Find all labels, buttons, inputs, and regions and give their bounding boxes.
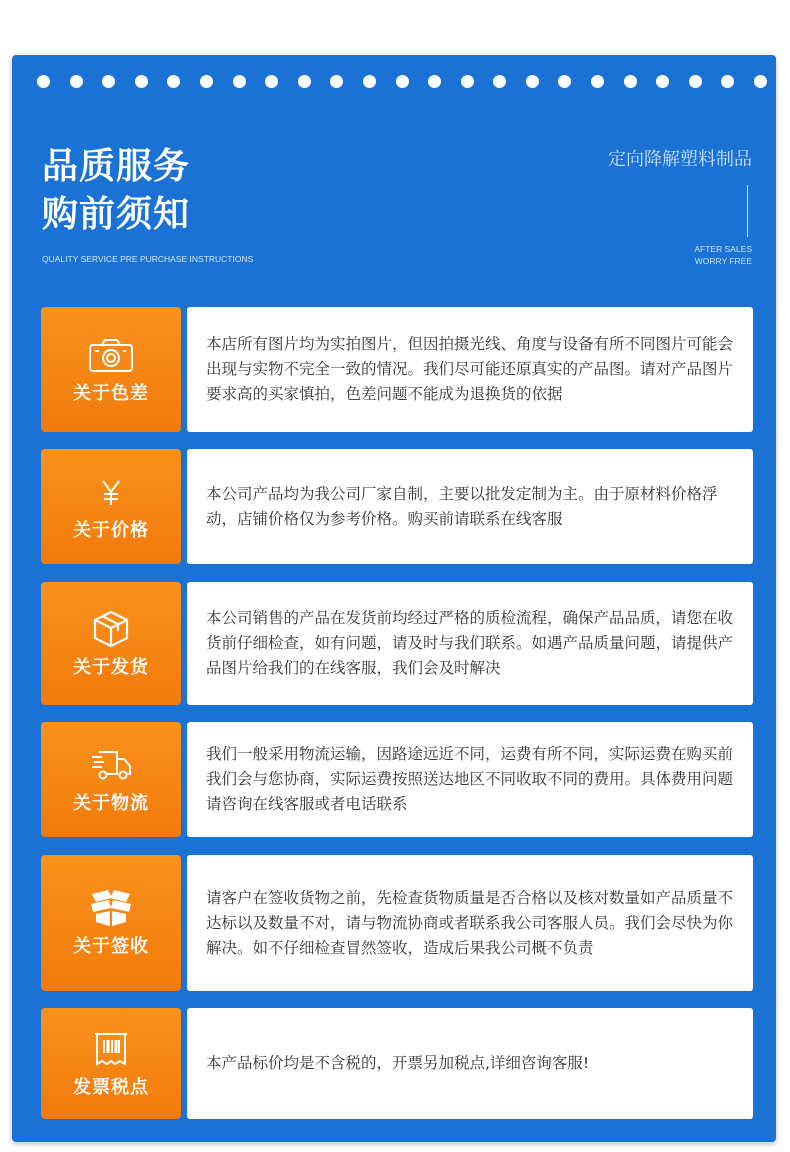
delivery-truck-icon bbox=[88, 745, 134, 785]
binder-hole bbox=[493, 75, 506, 88]
binder-hole bbox=[298, 75, 311, 88]
package-box-icon bbox=[88, 609, 134, 649]
after-sales-text bbox=[694, 243, 752, 267]
section-logistics bbox=[41, 722, 753, 837]
section-text: 本公司产品均为我公司厂家自制，主要以批发定制为主。由于原材料价格浮动，店铺价格仅为参考价格。购买前请联系在线客服 bbox=[206, 484, 718, 528]
section-tag bbox=[41, 582, 181, 705]
page-title bbox=[42, 143, 190, 239]
binder-hole bbox=[363, 75, 376, 88]
notice-card bbox=[12, 55, 776, 1142]
after-sales-line-1: AFTER SALES bbox=[694, 244, 752, 254]
binder-hole bbox=[558, 75, 571, 88]
binder-hole bbox=[656, 75, 669, 88]
binder-hole bbox=[330, 75, 343, 88]
section-content bbox=[187, 722, 753, 837]
section-tag bbox=[41, 722, 181, 837]
section-content bbox=[187, 855, 753, 991]
binder-hole bbox=[102, 75, 115, 88]
binder-hole bbox=[200, 75, 213, 88]
section-color-difference bbox=[41, 307, 753, 432]
camera-icon bbox=[88, 335, 134, 375]
section-text: 请客户在签收货物之前，先检查货物质量是否合格以及核对数量如产品质量不达标以及数量不对，请与物流协商或者联系我公司客服人员。我们会尽快为你解决。如不仔细检查冒然签收，造成后果我公司概不负责 bbox=[206, 888, 734, 957]
binder-hole bbox=[461, 75, 474, 88]
divider-line bbox=[747, 185, 748, 237]
binder-hole bbox=[754, 75, 767, 88]
section-shipping bbox=[41, 582, 753, 705]
title-line-1: 品质服务 bbox=[42, 146, 191, 187]
yen-icon bbox=[88, 472, 134, 512]
binder-hole bbox=[591, 75, 604, 88]
brand-name: 定向降解塑料制品 bbox=[608, 149, 752, 170]
section-content bbox=[187, 449, 753, 564]
binder-holes bbox=[37, 75, 767, 89]
binder-hole bbox=[396, 75, 409, 88]
after-sales-line-2: WORRY FREE bbox=[694, 256, 752, 266]
binder-hole bbox=[721, 75, 734, 88]
section-price bbox=[41, 449, 753, 564]
binder-hole bbox=[135, 75, 148, 88]
section-invoice bbox=[41, 1008, 753, 1119]
title-line-2: 购前须知 bbox=[42, 194, 191, 235]
open-box-icon bbox=[88, 888, 134, 928]
section-content bbox=[187, 582, 753, 705]
binder-hole bbox=[37, 75, 50, 88]
binder-hole bbox=[233, 75, 246, 88]
section-label: 关于价格 bbox=[73, 519, 149, 541]
section-text: 我们一般采用物流运输，因路途远近不同，运费有所不同，实际运费在购买前我们会与您协商，实际运费按照送达地区不同收取不同的费用。具体费用问题请咨询在线客服或者电话联系 bbox=[206, 745, 734, 813]
section-label: 发票税点 bbox=[73, 1076, 149, 1098]
section-tag bbox=[41, 449, 181, 564]
section-content bbox=[187, 307, 753, 432]
section-text: 本公司销售的产品在发货前均经过严格的质检流程，确保产品品质，请您在收货前仔细检查，如有问题，请及时与我们联系。如遇产品质量问题，请提供产品图片给我们的在线客服，我们会及时解决 bbox=[206, 609, 734, 677]
invoice-icon bbox=[88, 1029, 134, 1069]
section-text: 本产品标价均是不含税的，开票另加税点,详细咨询客服! bbox=[206, 1054, 590, 1072]
section-receipt bbox=[41, 855, 753, 991]
section-label: 关于色差 bbox=[73, 382, 149, 404]
section-tag bbox=[41, 307, 181, 432]
binder-hole bbox=[265, 75, 278, 88]
subtitle: QUALITY SERVICE PRE PURCHASE INSTRUCTIONS bbox=[42, 254, 254, 264]
binder-hole bbox=[70, 75, 83, 88]
binder-hole bbox=[167, 75, 180, 88]
binder-hole bbox=[624, 75, 637, 88]
section-content bbox=[187, 1008, 753, 1119]
section-text: 本店所有图片均为实拍图片，但因拍摄光线、角度与设备有所不同图片可能会出现与实物不完全一致的情况。我们尽可能还原真实的产品图。请对产品图片要求高的买家慎拍，色差问题不能成为退换货的依据 bbox=[206, 335, 734, 403]
section-label: 关于发货 bbox=[73, 656, 149, 678]
section-tag bbox=[41, 855, 181, 991]
section-label: 关于物流 bbox=[73, 792, 149, 814]
binder-hole bbox=[526, 75, 539, 88]
binder-hole bbox=[428, 75, 441, 88]
binder-hole bbox=[689, 75, 702, 88]
section-label: 关于签收 bbox=[73, 936, 149, 957]
section-tag bbox=[41, 1008, 181, 1119]
